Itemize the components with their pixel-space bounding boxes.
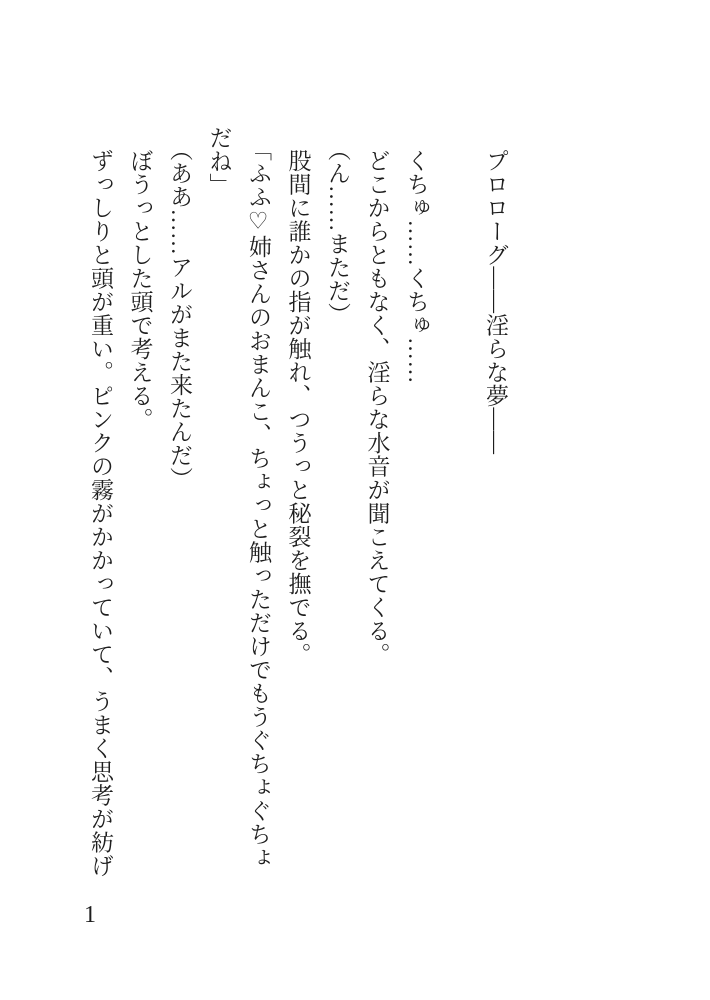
text-line: だね」 [206, 126, 232, 197]
text-line: （ああ……アルがまた来たんだ） [167, 137, 192, 490]
vertical-text-block [81, 126, 516, 878]
text-line: 股間に誰かの指が触れ、つうっと秘裂を撫でる。 [285, 149, 311, 666]
text-line: （ん……まただ） [325, 137, 350, 326]
text-line: ずっしりと頭が重い。ピンクの霧がかかっていて、うまく思考が紡げ [88, 149, 113, 878]
text-line: くちゅ……くちゅ…… [404, 149, 429, 384]
text-line: 「ふふ♡姉さんのおまんこ、ちょっと触っただけでもうぐちょぐちょ [246, 137, 271, 869]
text-line: どこからともなく、淫らな水音が聞こえてくる。 [364, 149, 390, 666]
text-line: ぼうっとした頭で考える。 [127, 149, 153, 431]
page-number: 1 [84, 902, 96, 928]
chapter-title: プロローグ――淫らな夢―― [483, 149, 508, 455]
